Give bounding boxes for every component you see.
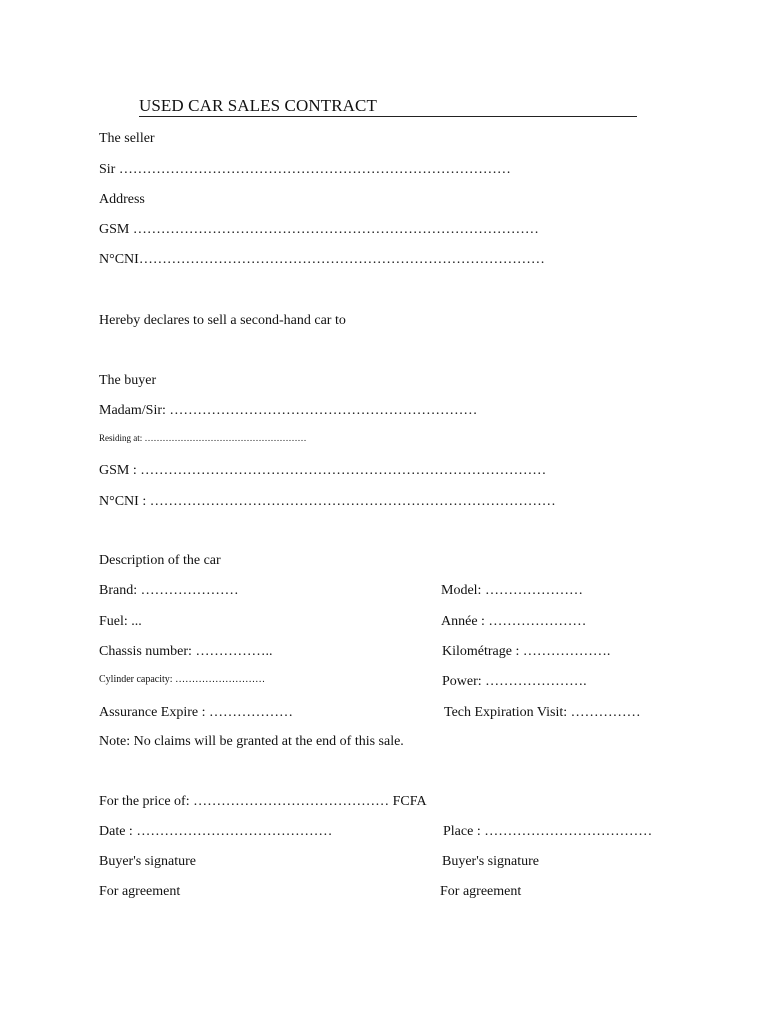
signature-left-label: Buyer's signature <box>99 854 197 869</box>
buyer-gsm-field: GSM : …………………………………………………………………………… <box>99 463 547 478</box>
seller-address-label: Address <box>99 192 145 207</box>
car-heading: Description of the car <box>99 553 221 568</box>
seller-gsm-field: GSM …………………………………………………………………………… <box>99 222 539 237</box>
car-model-field: Model: ………………… <box>441 583 583 598</box>
buyer-cni-field: N°CNI : …………………………………………………………………………… <box>99 494 556 509</box>
seller-heading: The seller <box>99 131 155 146</box>
seller-sir-field: Sir ………………………………………………………………………… <box>99 162 511 177</box>
car-insurance-field: Assurance Expire : ……………… <box>99 705 294 720</box>
buyer-name-field: Madam/Sir: ………………………………………………………… <box>99 403 478 418</box>
car-tech-visit-field: Tech Expiration Visit: …………… <box>444 705 641 720</box>
title-underline <box>139 96 637 117</box>
sale-note: Note: No claims will be granted at the end of this sale. <box>99 734 404 749</box>
car-chassis-field: Chassis number: …………….. <box>99 644 273 659</box>
page-title: USED CAR SALES CONTRACT <box>139 96 377 115</box>
car-mileage-field: Kilométrage : ………………. <box>442 644 611 659</box>
date-field: Date : …………………………………… <box>99 824 333 839</box>
car-fuel-field: Fuel: ... <box>99 614 142 629</box>
buyer-heading: The buyer <box>99 373 157 388</box>
car-year-field: Année : ………………… <box>441 614 587 629</box>
car-power-field: Power: …………………. <box>442 674 587 689</box>
car-brand-field: Brand: ………………… <box>99 583 239 598</box>
agreement-right-label: For agreement <box>440 884 522 899</box>
agreement-left-label: For agreement <box>99 884 181 899</box>
signature-right-label: Buyer's signature <box>442 854 540 869</box>
car-cylinder-field: Cylinder capacity: ……………………… <box>99 674 266 685</box>
declaration-text: Hereby declares to sell a second-hand car to <box>99 313 346 328</box>
buyer-residing-field: Residing at: ……………………………………………… <box>99 433 307 443</box>
seller-cni-field: N°CNI…………………………………………………………………………… <box>99 252 545 267</box>
place-field: Place : ……………………………… <box>443 824 653 839</box>
price-field: For the price of: …………………………………… FCFA <box>99 794 427 809</box>
